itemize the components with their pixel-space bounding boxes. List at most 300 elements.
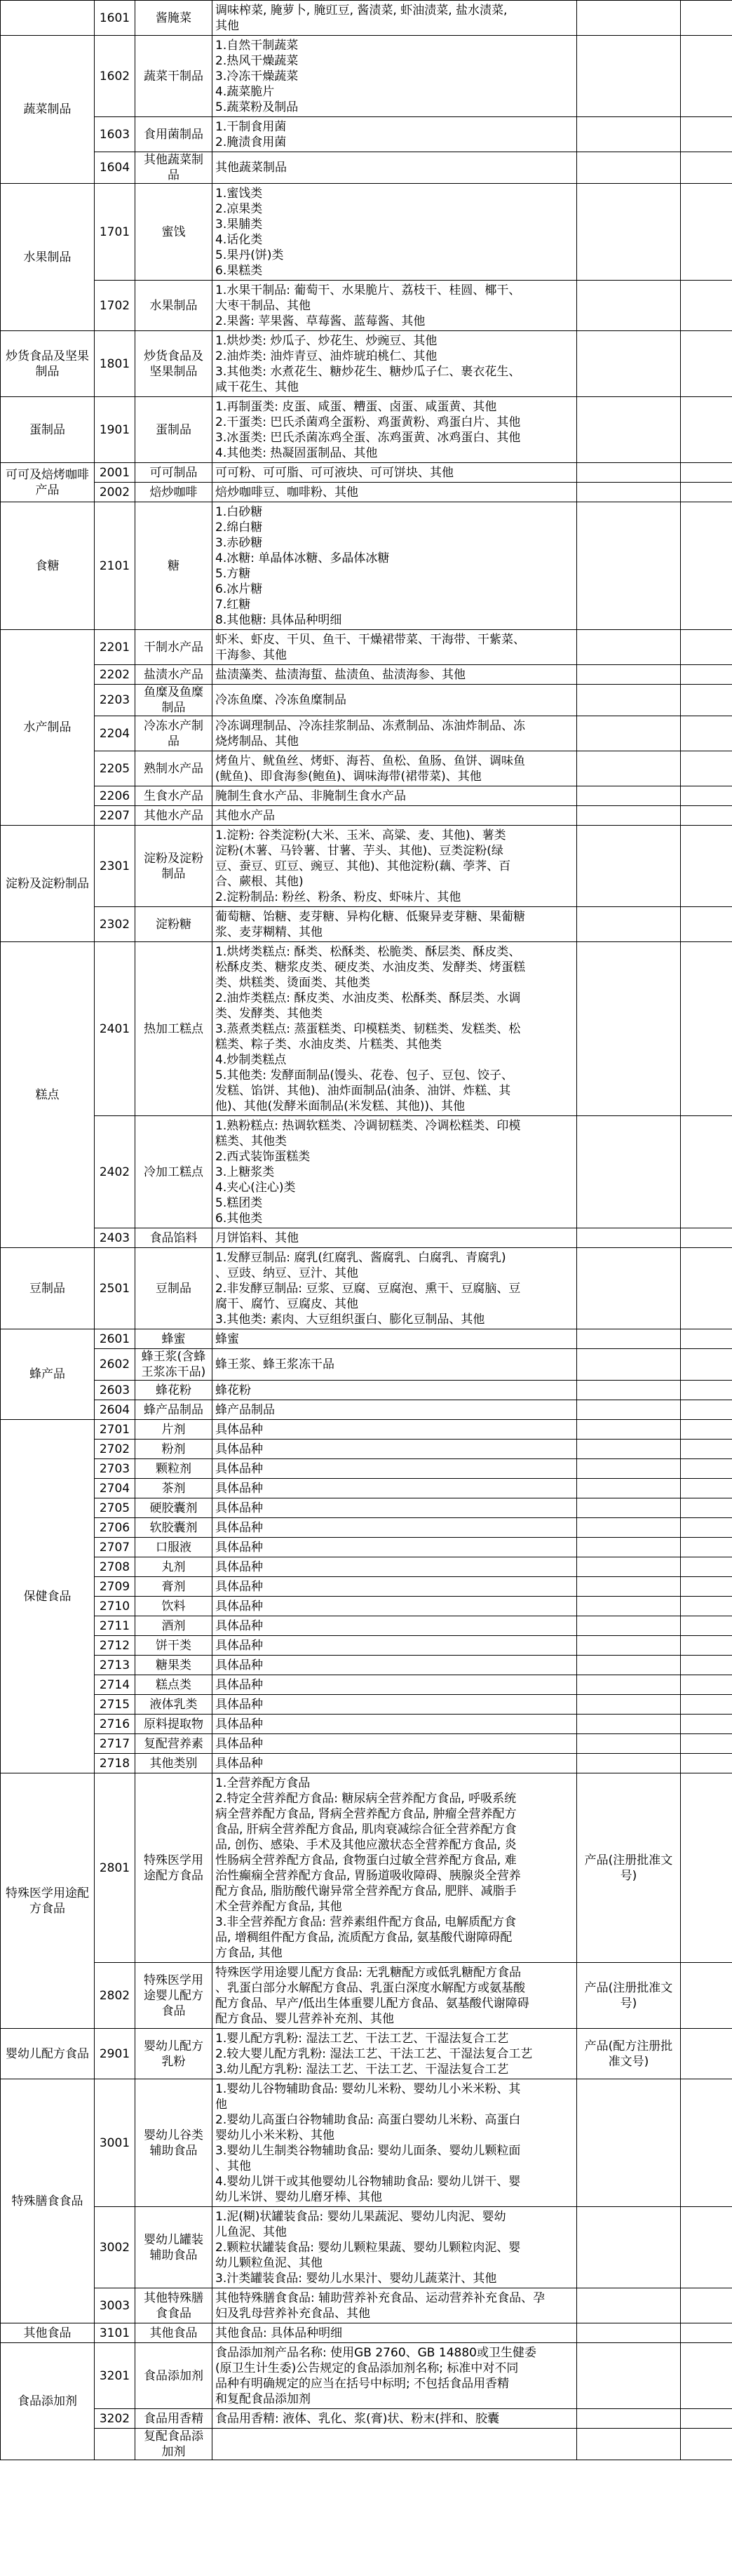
- remark-cell: [577, 502, 681, 630]
- detail-line: 3.婴幼儿生制类谷物辅助食品: 婴幼儿面条、婴幼儿颗粒面: [215, 2143, 521, 2158]
- detail-line: 具体品种: [215, 1442, 263, 1456]
- table-row: [1, 502, 732, 630]
- detail-line: 烧烤制品、其他: [215, 734, 299, 749]
- category-cell: 特殊医学用途配方食品: [1, 1773, 95, 2029]
- name-cell: 软胶囊剂: [135, 1518, 212, 1538]
- code-cell: 1602: [95, 36, 135, 117]
- detail-line: 6.果糕类: [215, 263, 263, 278]
- detail-line: 其他特殊膳食食品: 辅助营养补充食品、运动营养补充食品、孕: [215, 2290, 545, 2305]
- extra-cell: [681, 2207, 732, 2288]
- detail-line: 3.上糖浆类: [215, 1165, 275, 1179]
- detail-cell: [212, 907, 577, 942]
- table-row: [1, 1116, 732, 1228]
- detail-line: 糕类、其他类: [215, 1134, 287, 1148]
- detail-cell: [212, 1675, 577, 1695]
- detail-line: 4.蔬菜脆片: [215, 84, 275, 99]
- table-row: [1, 1479, 732, 1498]
- detail-line: 幼儿米饼、婴幼儿磨牙棒、其他: [215, 2189, 382, 2204]
- detail-line: 调味榨菜, 腌萝卜, 腌豇豆, 酱渍菜, 虾油渍菜, 盐水渍菜,: [215, 3, 508, 18]
- detail-cell: [212, 1773, 577, 1963]
- name-cell: 食品用香精: [135, 2409, 212, 2429]
- extra-cell: [681, 1228, 732, 1248]
- detail-line: 4.冰糖: 单晶体冰糖、多晶体冰糖: [215, 551, 390, 565]
- code-cell: 2002: [95, 483, 135, 502]
- code-cell: 2711: [95, 1616, 135, 1636]
- name-cell: 食品添加剂: [135, 2343, 212, 2409]
- extra-cell: [681, 1656, 732, 1675]
- detail-line: 3.冷冻干燥蔬菜: [215, 69, 299, 83]
- name-cell: 热加工糕点: [135, 942, 212, 1116]
- detail-line: 具体品种: [215, 1422, 263, 1437]
- remark-cell: [577, 786, 681, 806]
- detail-line: 2.干蛋类: 巴氏杀菌鸡全蛋粉、鸡蛋黄粉、鸡蛋白片、其他: [215, 415, 521, 429]
- detail-line: 具体品种: [215, 1618, 263, 1633]
- remark-cell: [577, 1459, 681, 1479]
- code-cell: 3001: [95, 2079, 135, 2207]
- name-cell: 蛋制品: [135, 397, 212, 463]
- name-cell: 茶剂: [135, 1479, 212, 1498]
- extra-cell: [681, 806, 732, 826]
- detail-cell: [212, 1538, 577, 1557]
- detail-line: 其他: [215, 18, 239, 33]
- name-cell: 婴幼儿配方乳粉: [135, 2029, 212, 2079]
- detail-line: 蜂花粉: [215, 1383, 251, 1397]
- detail-line: 1.自然干制蔬菜: [215, 38, 299, 53]
- table-row: [1, 2409, 732, 2429]
- code-cell: 2501: [95, 1248, 135, 1329]
- detail-cell: [212, 2207, 577, 2288]
- remark-cell: [577, 1400, 681, 1420]
- table-row: [1, 1329, 732, 1349]
- detail-cell: [212, 1734, 577, 1754]
- code-cell: 2718: [95, 1754, 135, 1773]
- table-row: [1, 2207, 732, 2288]
- category-cell: 水果制品: [1, 184, 95, 331]
- extra-cell: [681, 665, 732, 685]
- detail-cell: [212, 1577, 577, 1597]
- detail-line: 3.蒸煮类糕点: 蒸蛋糕类、印模糕类、韧糕类、发糕类、松: [215, 1021, 521, 1036]
- extra-cell: [681, 36, 732, 117]
- detail-cell: [212, 331, 577, 397]
- remark-cell: [577, 1116, 681, 1228]
- code-cell: 2202: [95, 665, 135, 685]
- code-cell: 1701: [95, 184, 135, 281]
- name-cell: 饮料: [135, 1597, 212, 1616]
- table-body: [1, 1, 732, 2460]
- table-row: [1, 1636, 732, 1656]
- detail-cell: [212, 1381, 577, 1400]
- code-cell: 1604: [95, 152, 135, 184]
- extra-cell: [681, 1479, 732, 1498]
- detail-cell: [212, 1616, 577, 1636]
- remark-cell: [577, 1329, 681, 1349]
- remark-cell: [577, 152, 681, 184]
- detail-line: 5.果丹(饼)类: [215, 248, 284, 262]
- name-cell: 其他特殊膳食食品: [135, 2288, 212, 2323]
- code-cell: 2601: [95, 1329, 135, 1349]
- table-row: [1, 907, 732, 942]
- detail-line: 3.其他类: 水煮花生、糖炒花生、糖炒瓜子仁、裹衣花生、: [215, 364, 521, 379]
- table-row: [1, 2029, 732, 2079]
- remark-cell: [577, 2409, 681, 2429]
- detail-line: 4.其他类: 热凝固蛋制品、其他: [215, 445, 378, 460]
- extra-cell: [681, 1577, 732, 1597]
- name-cell: 食用菌制品: [135, 117, 212, 152]
- detail-line: 1.烘炒类: 炒瓜子、炒花生、炒豌豆、其他: [215, 333, 438, 348]
- name-cell: 可可制品: [135, 463, 212, 483]
- table-row: [1, 397, 732, 463]
- table-row: [1, 2429, 732, 2460]
- code-cell: 2901: [95, 2029, 135, 2079]
- remark-cell: [577, 1498, 681, 1518]
- detail-cell: [212, 1597, 577, 1616]
- extra-cell: [681, 2029, 732, 2079]
- extra-cell: [681, 1963, 732, 2029]
- extra-cell: [681, 117, 732, 152]
- name-cell: 特殊医学用途婴儿配方食品: [135, 1963, 212, 2029]
- remark-cell: [577, 1381, 681, 1400]
- name-cell: 其他类别: [135, 1754, 212, 1773]
- detail-line: 幼儿颗粒鱼泥、其他: [215, 2255, 323, 2270]
- detail-line: 发糕、馅饼、其他)、油炸面制品(油条、油饼、炸糕、其: [215, 1083, 511, 1098]
- detail-line: 具体品种: [215, 1461, 263, 1476]
- detail-line: 豆、蚕豆、豇豆、豌豆、其他)、其他淀粉(藕、荸荠、百: [215, 859, 511, 873]
- detail-cell: [212, 36, 577, 117]
- category-cell: 水产制品: [1, 630, 95, 826]
- detail-line: 4.话化类: [215, 232, 263, 247]
- detail-line: 蜂王浆、蜂王浆冻干品: [215, 1357, 334, 1371]
- detail-line: 品种有明确规定的应当在括号中标明; 不包括食品用香精: [215, 2376, 510, 2391]
- name-cell: 其他食品: [135, 2323, 212, 2343]
- detail-line: 松酥皮类、糖浆皮类、硬皮类、水油皮类、发酵类、烤蛋糕: [215, 960, 525, 974]
- detail-cell: [212, 152, 577, 184]
- code-cell: 2704: [95, 1479, 135, 1498]
- detail-line: 糕类、粽子类、水油皮类、片糕类、其他类: [215, 1037, 442, 1052]
- extra-cell: [681, 483, 732, 502]
- code-cell: 3003: [95, 2288, 135, 2323]
- detail-line: 3.果脯类: [215, 217, 263, 232]
- remark-cell: [577, 2207, 681, 2288]
- detail-line: 4.婴幼儿饼干或其他婴幼儿谷物辅助食品: 婴幼儿饼干、婴: [215, 2174, 521, 2189]
- remark-cell: [577, 1538, 681, 1557]
- name-cell: 糖果类: [135, 1656, 212, 1675]
- detail-line: 1.婴儿配方乳粉: 湿法工艺、干法工艺、干湿法复合工艺: [215, 2031, 509, 2046]
- detail-line: 具体品种: [215, 1756, 263, 1771]
- name-cell: 婴幼儿罐装辅助食品: [135, 2207, 212, 2288]
- extra-cell: [681, 2409, 732, 2429]
- code-cell: 1801: [95, 331, 135, 397]
- detail-line: 烤鱼片、鱿鱼丝、烤虾、海苔、鱼松、鱼肠、鱼饼、调味鱼: [215, 753, 525, 768]
- detail-line: 3.汁类罐装食品: 婴幼儿水果汁、婴幼儿蔬菜汁、其他: [215, 2271, 497, 2286]
- detail-line: 具体品种: [215, 1677, 263, 1692]
- detail-line: 食品添加剂产品名称: 使用GB 2760、GB 14880或卫生健委: [215, 2345, 536, 2360]
- remark-cell: [577, 907, 681, 942]
- table-row: [1, 2288, 732, 2323]
- remark-cell: [577, 1695, 681, 1715]
- detail-line: 1.水果干制品: 葡萄干、水果脆片、荔枝干、桂圆、椰干、: [215, 283, 521, 297]
- detail-line: 盐渍藻类、盐渍海蜇、盐渍鱼、盐渍海参、其他: [215, 667, 466, 682]
- detail-line: 具体品种: [215, 1599, 263, 1614]
- name-cell: 糕点类: [135, 1675, 212, 1695]
- extra-cell: [681, 751, 732, 786]
- code-cell: 2302: [95, 907, 135, 942]
- detail-line: 1.烘烤类糕点: 酥类、松酥类、松脆类、酥层类、酥皮类、: [215, 944, 521, 959]
- detail-line: 配方食品、婴儿营养补充剂、其他: [215, 2011, 394, 2026]
- detail-line: 1.蜜饯类: [215, 186, 263, 201]
- remark-cell: [577, 1597, 681, 1616]
- name-cell: 冷加工糕点: [135, 1116, 212, 1228]
- table-row: [1, 630, 732, 665]
- code-cell: 2703: [95, 1459, 135, 1479]
- extra-cell: [681, 1675, 732, 1695]
- detail-line: 1.再制蛋类: 皮蛋、咸蛋、糟蛋、卤蛋、咸蛋黄、其他: [215, 399, 497, 414]
- code-cell: 2204: [95, 716, 135, 751]
- code-cell: 2402: [95, 1116, 135, 1228]
- detail-line: 其他蔬菜制品: [215, 161, 287, 175]
- detail-cell: [212, 1695, 577, 1715]
- remark-cell: [577, 2079, 681, 2207]
- category-cell: [1, 1, 95, 36]
- remark-cell: [577, 806, 681, 826]
- detail-line: 、豆豉、纳豆、豆汁、其他: [215, 1266, 358, 1280]
- category-cell: 保健食品: [1, 1420, 95, 1773]
- detail-cell: [212, 397, 577, 463]
- extra-cell: [681, 463, 732, 483]
- detail-line: 3.其他类: 素肉、大豆组织蛋白、膨化豆制品、其他: [215, 1312, 485, 1327]
- category-cell: 食品添加剂: [1, 2343, 95, 2460]
- table-row: [1, 1675, 732, 1695]
- detail-line: 1.干制食用菌: [215, 119, 287, 134]
- name-cell: 蜂产品制品: [135, 1400, 212, 1420]
- extra-cell: [681, 1116, 732, 1228]
- detail-line: 8.其他糖: 具体品种明细: [215, 612, 342, 627]
- detail-line: 月饼馅料、其他: [215, 1230, 299, 1245]
- table-row: [1, 1, 732, 36]
- detail-line: 1.婴幼儿谷物辅助食品: 婴幼儿米粉、婴幼儿小米米粉、其: [215, 2081, 521, 2096]
- detail-cell: [212, 1518, 577, 1538]
- remark-cell: [577, 1349, 681, 1381]
- extra-cell: [681, 1773, 732, 1963]
- detail-line: 1.淀粉: 谷类淀粉(大米、玉米、高粱、麦、其他)、薯类: [215, 828, 506, 843]
- name-cell: 淀粉及淀粉制品: [135, 826, 212, 907]
- code-cell: 2717: [95, 1734, 135, 1754]
- table-row: [1, 36, 732, 117]
- detail-line: 类、发酵类、其他类: [215, 1006, 323, 1021]
- detail-line: 浆、麦芽糊精、其他: [215, 925, 323, 939]
- code-cell: 2201: [95, 630, 135, 665]
- code-cell: 2604: [95, 1400, 135, 1420]
- name-cell: 蜂王浆(含蜂王浆冻干品): [135, 1349, 212, 1381]
- detail-line: 食品用香精: 液体、乳化、浆(膏)状、粉末(拌和、胶囊: [215, 2411, 500, 2426]
- remark-cell: [577, 2323, 681, 2343]
- detail-line: 1.发酵豆制品: 腐乳(红腐乳、酱腐乳、白腐乳、青腐乳): [215, 1250, 506, 1265]
- detail-line: 具体品种: [215, 1559, 263, 1574]
- extra-cell: [681, 1381, 732, 1400]
- detail-cell: [212, 1963, 577, 2029]
- detail-cell: [212, 463, 577, 483]
- code-cell: 2709: [95, 1577, 135, 1597]
- detail-line: 1.白砂糖: [215, 504, 263, 519]
- code-cell: 1702: [95, 281, 135, 331]
- extra-cell: [681, 1695, 732, 1715]
- detail-cell: [212, 2409, 577, 2429]
- detail-line: 虾米、虾皮、干贝、鱼干、干燥裙带菜、干海带、干紫菜、: [215, 632, 525, 647]
- extra-cell: [681, 1754, 732, 1773]
- name-cell: 蜂蜜: [135, 1329, 212, 1349]
- detail-cell: [212, 2029, 577, 2079]
- extra-cell: [681, 1440, 732, 1459]
- extra-cell: [681, 716, 732, 751]
- detail-line: 焙炒咖啡豆、咖啡粉、其他: [215, 485, 358, 499]
- remark-cell: [577, 1248, 681, 1329]
- code-cell: 2802: [95, 1963, 135, 2029]
- table-row: [1, 1538, 732, 1557]
- remark-cell: [577, 665, 681, 685]
- detail-cell: [212, 502, 577, 630]
- name-cell: 其他水产品: [135, 806, 212, 826]
- extra-cell: [681, 1459, 732, 1479]
- detail-cell: [212, 2343, 577, 2409]
- detail-line: 其他水产品: [215, 808, 275, 823]
- extra-cell: [681, 2323, 732, 2343]
- table-row: [1, 2323, 732, 2343]
- table-row: [1, 1518, 732, 1538]
- table-row: [1, 806, 732, 826]
- code-cell: 2801: [95, 1773, 135, 1963]
- code-cell: 2101: [95, 502, 135, 630]
- detail-line: 4.夹心(注心)类: [215, 1180, 296, 1195]
- code-cell: 3101: [95, 2323, 135, 2343]
- table-row: [1, 751, 732, 786]
- table-row: [1, 483, 732, 502]
- name-cell: 干制水产品: [135, 630, 212, 665]
- extra-cell: [681, 1597, 732, 1616]
- remark-cell: [577, 1715, 681, 1734]
- code-cell: 2401: [95, 942, 135, 1116]
- detail-line: 食品, 肝病全营养配方食品, 肌肉衰减综合征全营养配方食: [215, 1822, 517, 1837]
- name-cell: 特殊医学用途配方食品: [135, 1773, 212, 1963]
- name-cell: 复配营养素: [135, 1734, 212, 1754]
- remark-cell: [577, 1479, 681, 1498]
- code-cell: 3201: [95, 2343, 135, 2409]
- table-row: [1, 2343, 732, 2409]
- detail-line: 治性癫痫全营养配方食品, 胃肠道吸收障碍、胰腺炎全营养: [215, 1868, 521, 1883]
- code-cell: 2301: [95, 826, 135, 907]
- remark-cell: [577, 36, 681, 117]
- table-row: [1, 1400, 732, 1420]
- remark-cell: [577, 1440, 681, 1459]
- name-cell: 食品馅料: [135, 1228, 212, 1248]
- detail-cell: [212, 1636, 577, 1656]
- detail-cell: [212, 1400, 577, 1420]
- detail-cell: [212, 1, 577, 36]
- detail-cell: [212, 2323, 577, 2343]
- table-row: [1, 1228, 732, 1248]
- detail-cell: [212, 665, 577, 685]
- detail-line: 3.非全营养配方食品: 营养素组件配方食品, 电解质配方食: [215, 1914, 517, 1929]
- detail-line: 1.泥(糊)状罐装食品: 婴幼儿果蔬泥、婴幼儿肉泥、婴幼: [215, 2209, 506, 2224]
- remark-cell: [577, 2343, 681, 2409]
- code-cell: 2713: [95, 1656, 135, 1675]
- table-row: [1, 1420, 732, 1440]
- table-row: [1, 1715, 732, 1734]
- detail-line: 腐干、腐竹、豆腐皮、其他: [215, 1296, 358, 1311]
- detail-line: 2.油炸类糕点: 酥皮类、水油皮类、松酥类、酥层类、水调: [215, 991, 521, 1005]
- category-cell: 炒货食品及坚果制品: [1, 331, 95, 397]
- detail-line: 7.红糖: [215, 597, 251, 612]
- code-cell: [95, 2429, 135, 2460]
- remark-cell: [577, 397, 681, 463]
- category-cell: 其他食品: [1, 2323, 95, 2343]
- table-row: [1, 1459, 732, 1479]
- detail-line: 具体品种: [215, 1481, 263, 1496]
- name-cell: 豆制品: [135, 1248, 212, 1329]
- table-row: [1, 1773, 732, 1963]
- detail-line: 品, 增稠组件配方食品, 流质配方食品, 氨基酸代谢障碍配: [215, 1930, 513, 1945]
- name-cell: 鱼糜及鱼糜制品: [135, 685, 212, 716]
- detail-line: 冷冻调理制品、冷冻挂浆制品、冻煮制品、冻油炸制品、冻: [215, 718, 525, 733]
- remark-cell: [577, 716, 681, 751]
- name-cell: 口服液: [135, 1538, 212, 1557]
- detail-line: 具体品种: [215, 1697, 263, 1712]
- code-cell: 2603: [95, 1381, 135, 1400]
- table-row: [1, 1557, 732, 1577]
- detail-line: 2.西式装饰蛋糕类: [215, 1149, 311, 1164]
- detail-line: 其他食品: 具体品种明细: [215, 2326, 343, 2340]
- remark-cell: [577, 281, 681, 331]
- detail-line: 具体品种: [215, 1501, 263, 1515]
- remark-cell: [577, 685, 681, 716]
- code-cell: 2708: [95, 1557, 135, 1577]
- detail-line: 方食品, 其他: [215, 1945, 283, 1960]
- table-row: [1, 1597, 732, 1616]
- detail-cell: [212, 1228, 577, 1248]
- detail-cell: [212, 806, 577, 826]
- detail-cell: [212, 826, 577, 907]
- table-row: [1, 2079, 732, 2207]
- detail-cell: [212, 685, 577, 716]
- detail-line: 4.炒制类糕点: [215, 1052, 287, 1067]
- name-cell: 粉剂: [135, 1440, 212, 1459]
- detail-line: 他)、其他(发酵米面制品(米发糕、其他))、其他: [215, 1099, 466, 1113]
- detail-line: 3.幼儿配方乳粉: 湿法工艺、干法工艺、干湿法复合工艺: [215, 2062, 509, 2077]
- name-cell: 蜜饯: [135, 184, 212, 281]
- table-row: [1, 463, 732, 483]
- remark-cell: [577, 2288, 681, 2323]
- name-cell: 硬胶囊剂: [135, 1498, 212, 1518]
- detail-line: 术全营养配方食品, 其他: [215, 1899, 342, 1914]
- remark-cell: [577, 331, 681, 397]
- table-row: [1, 184, 732, 281]
- detail-line: 2.腌渍食用菌: [215, 135, 287, 149]
- detail-line: 淀粉(木薯、马铃薯、甘薯、芋头、其他)、豆类淀粉(绿: [215, 843, 503, 858]
- detail-line: 2.颗粒状罐装食品: 婴幼儿颗粒果蔬、婴幼儿颗粒肉泥、婴: [215, 2240, 521, 2255]
- category-cell: 豆制品: [1, 1248, 95, 1329]
- category-cell: 婴幼儿配方食品: [1, 2029, 95, 2079]
- remark-cell: [577, 463, 681, 483]
- category-cell: 蛋制品: [1, 397, 95, 463]
- extra-cell: [681, 1498, 732, 1518]
- category-cell: 蔬菜制品: [1, 36, 95, 184]
- detail-cell: [212, 483, 577, 502]
- detail-line: 6.其他类: [215, 1211, 263, 1226]
- detail-line: (鱿鱼)、即食海参(鲍鱼)、调味海带(裙带菜)、其他: [215, 769, 482, 784]
- detail-cell: [212, 184, 577, 281]
- table-row: [1, 1440, 732, 1459]
- detail-line: 、乳蛋白部分水解配方食品、乳蛋白深度水解配方或氨基酸: [215, 1980, 525, 1995]
- code-cell: 2602: [95, 1349, 135, 1381]
- category-cell: 特殊膳食食品: [1, 2079, 95, 2323]
